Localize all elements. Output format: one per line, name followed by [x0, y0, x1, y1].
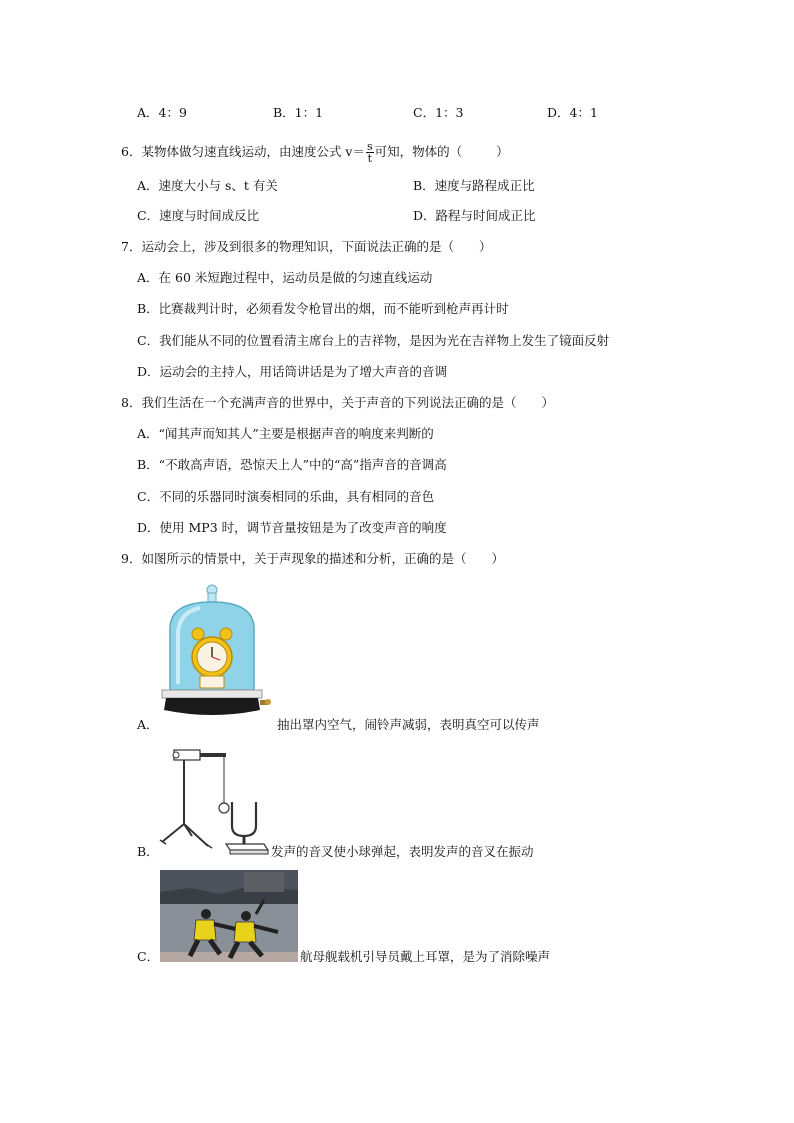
q7-option-d: D．运动会的主持人，用话筒讲话是为了增大声音的音调: [137, 364, 448, 379]
fraction-denominator: t: [367, 152, 373, 165]
q6-stem-before: 6．某物体做匀速直线运动，由速度公式 v＝: [121, 144, 365, 159]
q5-option-b: B．1：1: [273, 105, 324, 120]
bell-jar-figure: [160, 584, 272, 728]
q6-option-d: D．路程与时间成正比: [413, 208, 536, 223]
q7-stem: 7．运动会上，涉及到很多的物理知识，下面说法正确的是（ ）: [121, 239, 492, 254]
q8-option-b: B．“不敢高声语，恐惊天上人”中的“高”指声音的音调高: [137, 457, 447, 472]
q6-option-a: A．速度大小与 s、t 有关: [137, 178, 278, 193]
q6-stem-close: ）: [496, 144, 509, 159]
q5-option-d: D．4：1: [547, 105, 598, 120]
q9-option-b-letter: B．: [137, 844, 159, 859]
q7-option-a: A．在 60 米短跑过程中，运动员是做的匀速直线运动: [137, 270, 433, 285]
q9-option-b-text: 发声的音叉使小球弹起，表明发声的音叉在振动: [271, 844, 534, 859]
carrier-crew-photo: [160, 870, 298, 962]
q5-option-c: C．1：3: [413, 105, 464, 120]
q6-stem-after: 可知，物体的（: [374, 144, 463, 159]
q9-option-a-text: 抽出罩内空气，闹铃声减弱，表明真空可以传声: [277, 717, 540, 732]
velocity-fraction: [366, 141, 374, 164]
q9-option-a-letter: A．: [137, 717, 159, 732]
q9-option-c-text: 航母舰载机引导员戴上耳罩，是为了消除噪声: [300, 949, 551, 964]
q6-option-b: B．速度与路程成正比: [413, 178, 535, 193]
q6-stem: [121, 138, 509, 166]
q7-option-c: C．我们能从不同的位置看清主席台上的吉祥物，是因为光在吉祥物上发生了镜面反射: [137, 333, 610, 348]
q9-stem: 9．如图所示的情景中，关于声现象的描述和分析，正确的是（ ）: [121, 551, 504, 566]
q9-option-c-letter: C．: [137, 949, 160, 964]
tuning-fork-figure: [158, 746, 270, 858]
fraction-numerator: s: [367, 140, 373, 153]
q6-option-c: C．速度与时间成反比: [137, 208, 260, 223]
q8-option-a: A．“闻其声而知其人”主要是根据声音的响度来判断的: [137, 426, 434, 441]
q8-stem: 8．我们生活在一个充满声音的世界中，关于声音的下列说法正确的是（ ）: [121, 395, 554, 410]
q8-option-d: D．使用 MP3 时，调节音量按钮是为了改变声音的响度: [137, 520, 447, 535]
q5-option-a: A．4：9: [137, 105, 187, 120]
q8-option-c: C．不同的乐器同时演奏相同的乐曲，具有相同的音色: [137, 489, 435, 504]
q7-option-b: B．比赛裁判计时，必须看发令枪冒出的烟，而不能听到枪声再计时: [137, 301, 509, 316]
